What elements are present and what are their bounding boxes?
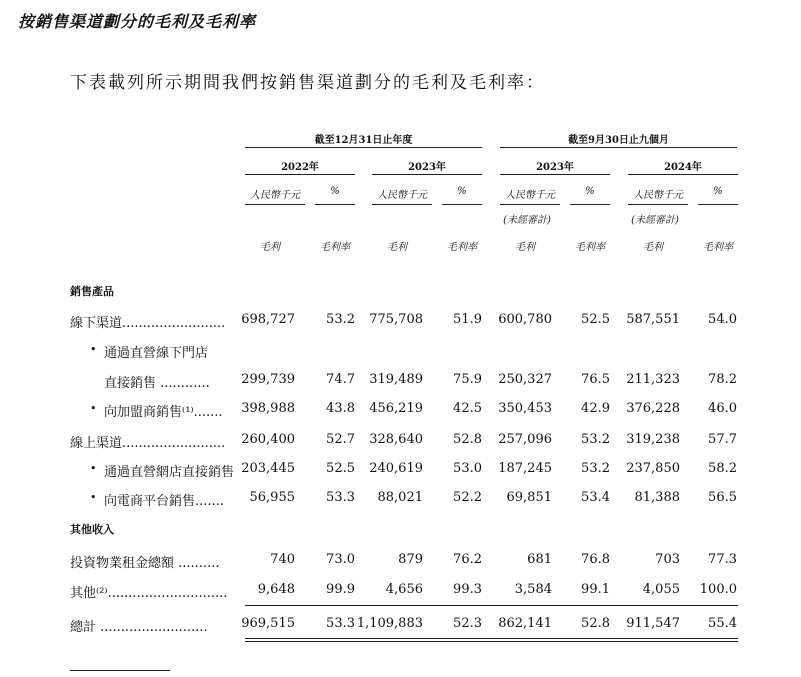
rule-below-total-1 bbox=[245, 638, 738, 639]
gross-profit-cell: 398,988 bbox=[241, 401, 295, 416]
gross-profit-cell: 879 bbox=[398, 552, 423, 567]
table-row bbox=[70, 342, 740, 362]
rule-above-total bbox=[245, 605, 738, 606]
gross-profit-cell: 237,850 bbox=[626, 461, 680, 476]
year-underline-2023-nine bbox=[500, 174, 610, 175]
unit-underline bbox=[315, 204, 355, 205]
unit-rmb-2023: 人民幣千元 bbox=[377, 190, 427, 201]
unit-rmb-2024-nine: 人民幣千元 bbox=[633, 190, 683, 201]
row-label: 向加盟商銷售⁽¹⁾....... bbox=[104, 405, 223, 420]
gross-profit-label-2024-nine: 毛利 bbox=[643, 242, 663, 253]
unit-pct-2022: % bbox=[330, 186, 340, 197]
gross-profit-cell: 4,055 bbox=[642, 582, 680, 597]
row-label: 總計 .......................... bbox=[70, 620, 208, 635]
gross-margin-cell: 57.7 bbox=[708, 432, 737, 447]
gross-profit-cell: 862,141 bbox=[498, 616, 552, 631]
gross-margin-cell: 75.9 bbox=[453, 372, 482, 387]
table-row bbox=[70, 401, 740, 421]
section-label: 銷售產品 bbox=[70, 285, 114, 298]
year-underline-2024-nine bbox=[628, 174, 738, 175]
row-label: 直接銷售 ............ bbox=[104, 376, 210, 391]
gross-margin-cell: 56.5 bbox=[708, 490, 737, 505]
gross-margin-cell: 53.0 bbox=[453, 461, 482, 476]
gross-profit-cell: 681 bbox=[527, 552, 552, 567]
gross-margin-cell: 74.7 bbox=[326, 372, 355, 387]
row-label: 線上渠道......................... bbox=[70, 436, 226, 451]
group-header-full-year: 截至12月31日止年度 bbox=[314, 135, 413, 146]
year-2023: 2023年 bbox=[408, 162, 446, 173]
group-header-nine-months: 截至9月30日止九個月 bbox=[568, 135, 669, 146]
gross-margin-cell: 53.4 bbox=[581, 490, 610, 505]
intro-text: 下表載列所示期間我們按銷售渠道劃分的毛利及毛利率： bbox=[70, 73, 545, 93]
gross-profit-cell: 250,327 bbox=[498, 372, 552, 387]
row-label: 向電商平台銷售....... bbox=[104, 494, 224, 509]
gross-margin-cell: 100.0 bbox=[699, 582, 737, 597]
gross-margin-cell: 43.8 bbox=[326, 401, 355, 416]
gross-profit-cell: 1,109,883 bbox=[356, 616, 423, 631]
table-row bbox=[70, 582, 740, 602]
gross-margin-label-2024-nine: 毛利率 bbox=[703, 242, 733, 253]
gross-profit-cell: 211,323 bbox=[626, 372, 680, 387]
unit-underline bbox=[628, 204, 688, 205]
table-row bbox=[70, 432, 740, 452]
row-label: 通過直營線下門店 bbox=[104, 346, 209, 361]
group-underline-full-year bbox=[245, 147, 482, 148]
gross-margin-cell: 99.9 bbox=[326, 582, 355, 597]
unit-underline bbox=[698, 204, 738, 205]
gross-profit-cell: 775,708 bbox=[369, 312, 423, 327]
gross-profit-cell: 376,228 bbox=[626, 401, 680, 416]
section-heading: 按銷售渠道劃分的毛利及毛利率 bbox=[18, 12, 257, 31]
gross-profit-cell: 260,400 bbox=[241, 432, 295, 447]
unit-underline bbox=[570, 204, 610, 205]
gross-margin-cell: 78.2 bbox=[708, 372, 737, 387]
gross-profit-cell: 56,955 bbox=[249, 490, 295, 505]
row-label: 通過直營網店直接銷售 bbox=[104, 465, 235, 480]
row-label: 投資物業租金總額 .......... bbox=[70, 556, 220, 571]
gross-margin-cell: 42.5 bbox=[453, 401, 482, 416]
unit-underline bbox=[245, 204, 305, 205]
gross-profit-label-2023-nine: 毛利 bbox=[515, 242, 535, 253]
gross-profit-cell: 698,727 bbox=[241, 312, 295, 327]
gross-margin-cell: 53.2 bbox=[326, 312, 355, 327]
footnote-separator bbox=[70, 670, 170, 671]
bullet-icon: • bbox=[90, 343, 97, 356]
bullet-icon: • bbox=[90, 491, 97, 504]
year-underline-2022 bbox=[245, 174, 355, 175]
gross-margin-cell: 51.9 bbox=[453, 312, 482, 327]
gross-margin-cell: 53.3 bbox=[326, 616, 355, 631]
gross-margin-label-2023: 毛利率 bbox=[447, 242, 477, 253]
table-row bbox=[70, 372, 740, 392]
gross-margin-label-2022: 毛利率 bbox=[320, 242, 350, 253]
gross-profit-cell: 9,648 bbox=[257, 582, 295, 597]
year-2023-nine: 2023年 bbox=[536, 162, 574, 173]
unit-pct-2023-nine: % bbox=[585, 186, 595, 197]
gross-profit-cell: 69,851 bbox=[506, 490, 552, 505]
gross-profit-cell: 328,640 bbox=[369, 432, 423, 447]
gross-profit-label-2023: 毛利 bbox=[387, 242, 407, 253]
unit-pct-2023: % bbox=[457, 186, 467, 197]
gross-margin-cell: 52.2 bbox=[453, 490, 482, 505]
gross-profit-cell: 969,515 bbox=[241, 616, 295, 631]
gross-profit-cell: 257,096 bbox=[498, 432, 552, 447]
gross-profit-cell: 319,238 bbox=[626, 432, 680, 447]
gross-margin-cell: 46.0 bbox=[708, 401, 737, 416]
unaudited-2024-nine: (未經審計) bbox=[631, 215, 679, 226]
table-row bbox=[70, 283, 740, 303]
section-label: 其他收入 bbox=[70, 523, 114, 536]
gross-margin-cell: 42.9 bbox=[581, 401, 610, 416]
gross-margin-cell: 53.2 bbox=[581, 461, 610, 476]
gross-margin-cell: 58.2 bbox=[708, 461, 737, 476]
gross-margin-cell: 52.5 bbox=[326, 461, 355, 476]
gross-margin-cell: 99.1 bbox=[581, 582, 610, 597]
table-row bbox=[70, 521, 740, 541]
gross-profit-cell: 319,489 bbox=[369, 372, 423, 387]
gross-profit-cell: 4,656 bbox=[385, 582, 423, 597]
unaudited-2023-nine: (未經審計) bbox=[503, 215, 551, 226]
unit-underline bbox=[500, 204, 560, 205]
gross-margin-label-2023-nine: 毛利率 bbox=[575, 242, 605, 253]
unit-rmb-2022: 人民幣千元 bbox=[250, 190, 300, 201]
gross-profit-cell: 600,780 bbox=[498, 312, 552, 327]
gross-profit-cell: 88,021 bbox=[377, 490, 423, 505]
gross-profit-cell: 240,619 bbox=[369, 461, 423, 476]
gross-margin-cell: 53.2 bbox=[581, 432, 610, 447]
gross-profit-cell: 456,219 bbox=[369, 401, 423, 416]
gross-profit-cell: 187,245 bbox=[498, 461, 552, 476]
gross-profit-cell: 740 bbox=[270, 552, 295, 567]
gross-margin-cell: 53.3 bbox=[326, 490, 355, 505]
gross-margin-cell: 52.3 bbox=[453, 616, 482, 631]
table-row bbox=[70, 461, 740, 481]
gross-margin-cell: 52.8 bbox=[581, 616, 610, 631]
gross-profit-cell: 350,453 bbox=[498, 401, 552, 416]
table-row bbox=[70, 616, 740, 636]
unit-underline bbox=[442, 204, 482, 205]
rule-below-total-2 bbox=[245, 641, 738, 642]
table-row bbox=[70, 312, 740, 332]
gross-margin-cell: 76.5 bbox=[581, 372, 610, 387]
table-row bbox=[70, 490, 740, 510]
group-underline-nine-months bbox=[500, 147, 737, 148]
gross-profit-cell: 299,739 bbox=[241, 372, 295, 387]
row-label: 線下渠道......................... bbox=[70, 316, 226, 331]
gross-profit-cell: 587,551 bbox=[626, 312, 680, 327]
unit-pct-2024-nine: % bbox=[713, 186, 723, 197]
unit-underline bbox=[372, 204, 432, 205]
row-label: 其他⁽²⁾............................. bbox=[70, 586, 228, 601]
bullet-icon: • bbox=[90, 402, 97, 415]
table-row bbox=[70, 552, 740, 572]
gross-margin-cell: 52.7 bbox=[326, 432, 355, 447]
gross-profit-cell: 703 bbox=[655, 552, 680, 567]
year-2024-nine: 2024年 bbox=[664, 162, 702, 173]
gross-margin-cell: 77.3 bbox=[708, 552, 737, 567]
gross-profit-cell: 3,584 bbox=[514, 582, 552, 597]
unit-rmb-2023-nine: 人民幣千元 bbox=[505, 190, 555, 201]
gross-margin-cell: 76.2 bbox=[453, 552, 482, 567]
gross-profit-cell: 203,445 bbox=[241, 461, 295, 476]
gross-margin-cell: 99.3 bbox=[453, 582, 482, 597]
gross-margin-cell: 55.4 bbox=[708, 616, 737, 631]
gross-profit-cell: 81,388 bbox=[634, 490, 680, 505]
gross-profit-cell: 911,547 bbox=[626, 616, 680, 631]
bullet-icon: • bbox=[90, 462, 97, 475]
gross-margin-cell: 54.0 bbox=[708, 312, 737, 327]
gross-margin-cell: 73.0 bbox=[326, 552, 355, 567]
gross-profit-label-2022: 毛利 bbox=[260, 242, 280, 253]
year-2022: 2022年 bbox=[281, 162, 319, 173]
gross-margin-cell: 76.8 bbox=[581, 552, 610, 567]
year-underline-2023 bbox=[372, 174, 482, 175]
gross-margin-cell: 52.5 bbox=[581, 312, 610, 327]
gross-margin-cell: 52.8 bbox=[453, 432, 482, 447]
